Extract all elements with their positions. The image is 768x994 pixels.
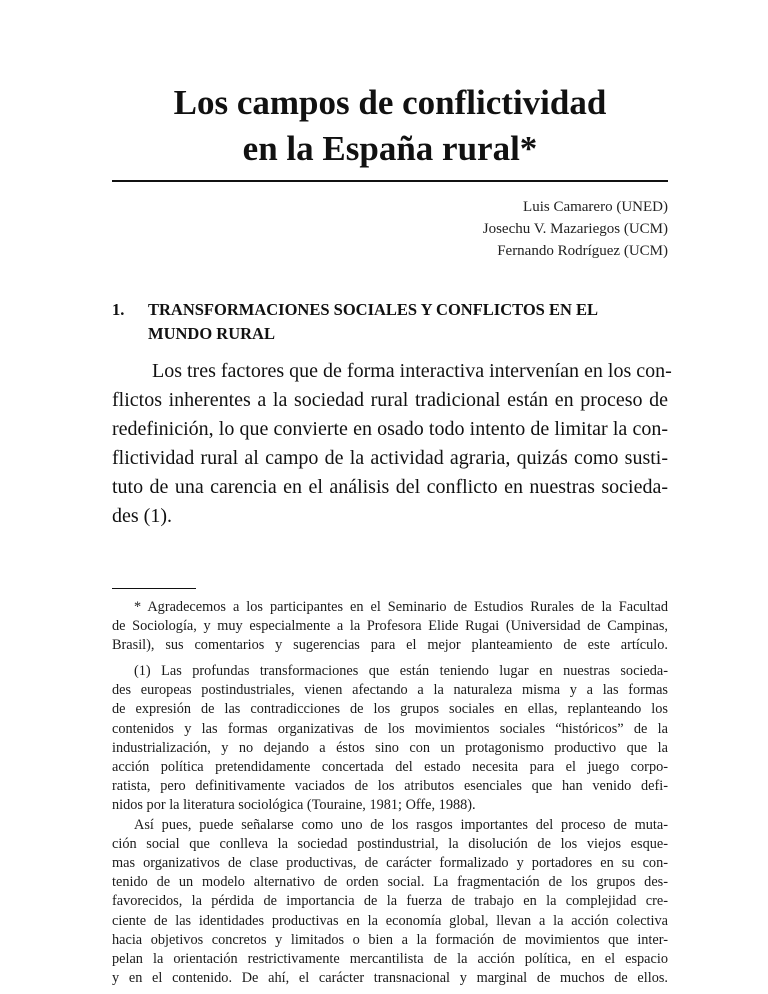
body-line: flictividad rural al campo de la actividad agraria, quizás como susti- (112, 447, 668, 469)
section-title-line: MUNDO RURAL (148, 324, 275, 343)
footnote-line: hacia objetivos concretos y limitados o bien a la formación de movimientos que inter- (112, 931, 668, 948)
footnote-line: Así pues, puede señalarse como uno de los rasgos importantes del proceso de muta- (134, 816, 668, 833)
body-line: tuto de una carencia en el análisis del conflicto en nuestras socieda- (112, 476, 668, 498)
section-number: 1. (112, 300, 125, 319)
footnote-line: ciente de las identidades productivas en la economía global, llevan a la acción colectiva (112, 912, 668, 929)
author: Josechu V. Mazariegos (UCM) (482, 221, 668, 237)
title-rule (112, 180, 668, 182)
footnote-line: (1) Las profundas transformaciones que están teniendo lugar en nuestras socieda- (134, 663, 668, 679)
article-title (112, 80, 668, 172)
body-paragraph (112, 357, 672, 531)
body-line: flictos inherentes a la sociedad rural tradicional están en proceso de (112, 389, 668, 411)
section-title-line: TRANSFORMACIONES SOCIALES Y CONFLICTOS EN EL (148, 300, 599, 319)
footnote-line: de expresión de las contradicciones de los grupos sociales en ellas, replanteando los (112, 701, 668, 718)
footnote-line: acción política pretendidamente concertada del estado necesita para el juego corpo- (112, 759, 668, 776)
title-line: Los campos de conflictividad (173, 83, 607, 122)
footnote-line: tenido de un modelo alternativo de orden social. La fragmentación de los grupos des- (112, 874, 668, 891)
footnote-acknowledgement (112, 598, 668, 656)
footnote-line: mas organizativos de clase productivas, de carácter formalizado y portadores en su con- (112, 855, 668, 872)
section-heading (112, 298, 668, 346)
body-line: Los tres factores que de forma interactiva intervenían en los con- (152, 360, 672, 382)
body-line: des (1). (112, 505, 172, 527)
footnote-line: pelan la orientación restrictivamente mercantilista de la acción política, en el espacio (112, 951, 668, 968)
author: Luis Camarero (UNED) (523, 199, 668, 215)
footnote-line: des europeas postindustriales, vienen afectando a la naturaleza misma y a las formas (112, 682, 668, 699)
footnote-rule (112, 588, 196, 589)
footnote-1 (112, 662, 668, 988)
footnote-line: favorecidos, la pérdida de importancia de la fuerza de trabajo en la complejidad cre- (112, 893, 668, 910)
title-line: en la España rural* (242, 129, 538, 168)
footnote-line: ción social que conlleva la sociedad postindustrial, la disolución de los viejos esque- (112, 835, 668, 852)
footnote-line: nidos por la literatura sociológica (Touraine, 1981; Offe, 1988). (112, 797, 476, 814)
footnote-line: de Sociología, y muy especialmente a la Profesora Elide Rugai (Universidad de Campinas, (112, 618, 668, 635)
footnote-line: industrialización, y no dejando a éstos sino con un protagonismo productivo que la (112, 739, 668, 756)
footnote-line: * Agradecemos a los participantes en el Seminario de Estudios Rurales de la Facultad (134, 599, 668, 615)
footnote-line: Brasil), sus comentarios y sugerencias para el mejor planteamiento de este artículo. (112, 637, 668, 654)
footnote-line: ratista, pero definitivamente vaciados de los atributos esenciales que han venido defi- (112, 778, 668, 795)
footnote-line: contenidos y las formas organizativas de los movimientos sociales “históricos” de la (112, 720, 668, 737)
authors (483, 196, 668, 262)
footnote-line: y en el contenido. De ahí, el carácter transnacional y marginal de muchos de ellos. (112, 970, 668, 987)
author: Fernando Rodríguez (UCM) (497, 243, 668, 259)
body-line: redefinición, lo que convierte en osado todo intento de limitar la con- (112, 418, 668, 440)
